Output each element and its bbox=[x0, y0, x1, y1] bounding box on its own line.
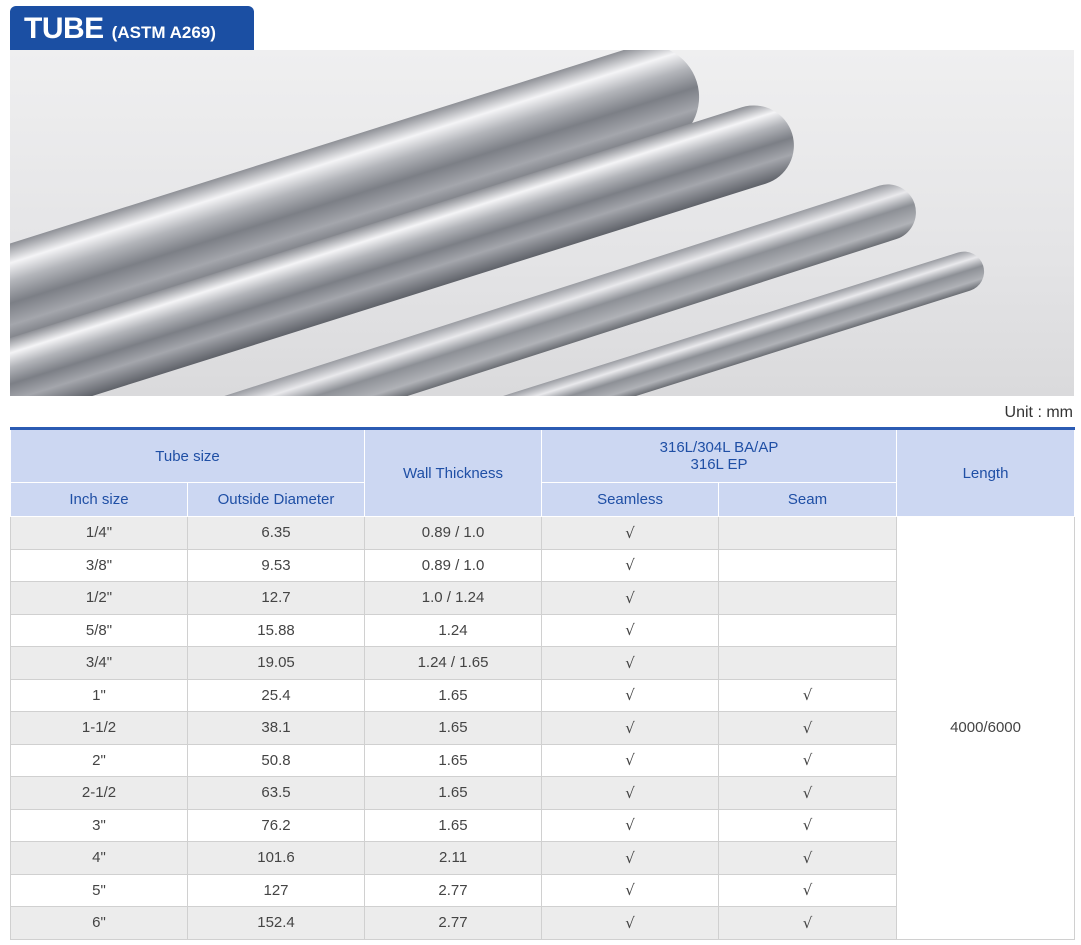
wall-thickness-cell: 1.65 bbox=[365, 679, 542, 712]
wall-thickness-cell: 2.77 bbox=[365, 874, 542, 907]
seam-cell bbox=[719, 517, 897, 550]
seam-cell: √ bbox=[719, 744, 897, 777]
header-inch-size: Inch size bbox=[11, 483, 188, 517]
seamless-cell: √ bbox=[542, 809, 719, 842]
seam-cell: √ bbox=[719, 874, 897, 907]
header-seamless: Seamless bbox=[542, 483, 719, 517]
wall-thickness-cell: 1.24 bbox=[365, 614, 542, 647]
unit-label: Unit : mm bbox=[1004, 404, 1073, 421]
header-length: Length bbox=[897, 429, 1075, 517]
seamless-cell: √ bbox=[542, 907, 719, 940]
spec-table bbox=[10, 427, 1075, 940]
inch-size-cell: 1-1/2 bbox=[11, 712, 188, 745]
header-outside-diameter: Outside Diameter bbox=[188, 483, 365, 517]
seam-cell: √ bbox=[719, 907, 897, 940]
seamless-cell: √ bbox=[542, 744, 719, 777]
seam-cell: √ bbox=[719, 809, 897, 842]
outside-diameter-cell: 19.05 bbox=[188, 647, 365, 680]
seam-cell bbox=[719, 614, 897, 647]
outside-diameter-cell: 12.7 bbox=[188, 582, 365, 615]
inch-size-cell: 3/4" bbox=[11, 647, 188, 680]
tube-product-photo bbox=[10, 50, 1074, 396]
page-title: TUBE bbox=[24, 12, 104, 45]
table-row bbox=[11, 517, 1075, 550]
seamless-cell: √ bbox=[542, 517, 719, 550]
inch-size-cell: 6" bbox=[11, 907, 188, 940]
inch-size-cell: 3/8" bbox=[11, 549, 188, 582]
inch-size-cell: 1/2" bbox=[11, 582, 188, 615]
header-wall-thickness: Wall Thickness bbox=[365, 429, 542, 517]
header-seam: Seam bbox=[719, 483, 897, 517]
outside-diameter-cell: 76.2 bbox=[188, 809, 365, 842]
outside-diameter-cell: 25.4 bbox=[188, 679, 365, 712]
wall-thickness-cell: 1.65 bbox=[365, 809, 542, 842]
seamless-cell: √ bbox=[542, 842, 719, 875]
seamless-cell: √ bbox=[542, 874, 719, 907]
title-tab bbox=[10, 6, 254, 50]
seamless-cell: √ bbox=[542, 549, 719, 582]
wall-thickness-cell: 0.89 / 1.0 bbox=[365, 517, 542, 550]
seamless-cell: √ bbox=[542, 679, 719, 712]
header-tube-size: Tube size bbox=[11, 429, 365, 483]
length-cell: 4000/6000 bbox=[897, 517, 1075, 940]
inch-size-cell: 1/4" bbox=[11, 517, 188, 550]
header-grade bbox=[542, 429, 897, 483]
outside-diameter-cell: 63.5 bbox=[188, 777, 365, 810]
inch-size-cell: 2" bbox=[11, 744, 188, 777]
inch-size-cell: 1" bbox=[11, 679, 188, 712]
inch-size-cell: 5" bbox=[11, 874, 188, 907]
outside-diameter-cell: 6.35 bbox=[188, 517, 365, 550]
seam-cell bbox=[719, 582, 897, 615]
wall-thickness-cell: 1.65 bbox=[365, 712, 542, 745]
wall-thickness-cell: 0.89 / 1.0 bbox=[365, 549, 542, 582]
wall-thickness-cell: 1.65 bbox=[365, 744, 542, 777]
seam-cell bbox=[719, 647, 897, 680]
spec-table-body bbox=[11, 517, 1075, 940]
inch-size-cell: 2-1/2 bbox=[11, 777, 188, 810]
seamless-cell: √ bbox=[542, 712, 719, 745]
seamless-cell: √ bbox=[542, 777, 719, 810]
wall-thickness-cell: 1.0 / 1.24 bbox=[365, 582, 542, 615]
outside-diameter-cell: 38.1 bbox=[188, 712, 365, 745]
wall-thickness-cell: 2.11 bbox=[365, 842, 542, 875]
outside-diameter-cell: 127 bbox=[188, 874, 365, 907]
wall-thickness-cell: 1.24 / 1.65 bbox=[365, 647, 542, 680]
seam-cell: √ bbox=[719, 777, 897, 810]
header-grade-line2: 316L EP bbox=[690, 456, 748, 473]
seam-cell: √ bbox=[719, 679, 897, 712]
seam-cell: √ bbox=[719, 842, 897, 875]
outside-diameter-cell: 152.4 bbox=[188, 907, 365, 940]
wall-thickness-cell: 1.65 bbox=[365, 777, 542, 810]
seamless-cell: √ bbox=[542, 647, 719, 680]
page-subtitle: (ASTM A269) bbox=[111, 23, 216, 42]
seamless-cell: √ bbox=[542, 582, 719, 615]
outside-diameter-cell: 50.8 bbox=[188, 744, 365, 777]
inch-size-cell: 5/8" bbox=[11, 614, 188, 647]
inch-size-cell: 4" bbox=[11, 842, 188, 875]
tube-illustration bbox=[10, 50, 1074, 396]
outside-diameter-cell: 15.88 bbox=[188, 614, 365, 647]
seam-cell bbox=[719, 549, 897, 582]
outside-diameter-cell: 9.53 bbox=[188, 549, 365, 582]
inch-size-cell: 3" bbox=[11, 809, 188, 842]
outside-diameter-cell: 101.6 bbox=[188, 842, 365, 875]
wall-thickness-cell: 2.77 bbox=[365, 907, 542, 940]
seam-cell: √ bbox=[719, 712, 897, 745]
seamless-cell: √ bbox=[542, 614, 719, 647]
header-grade-line1: 316L/304L BA/AP bbox=[659, 439, 779, 456]
